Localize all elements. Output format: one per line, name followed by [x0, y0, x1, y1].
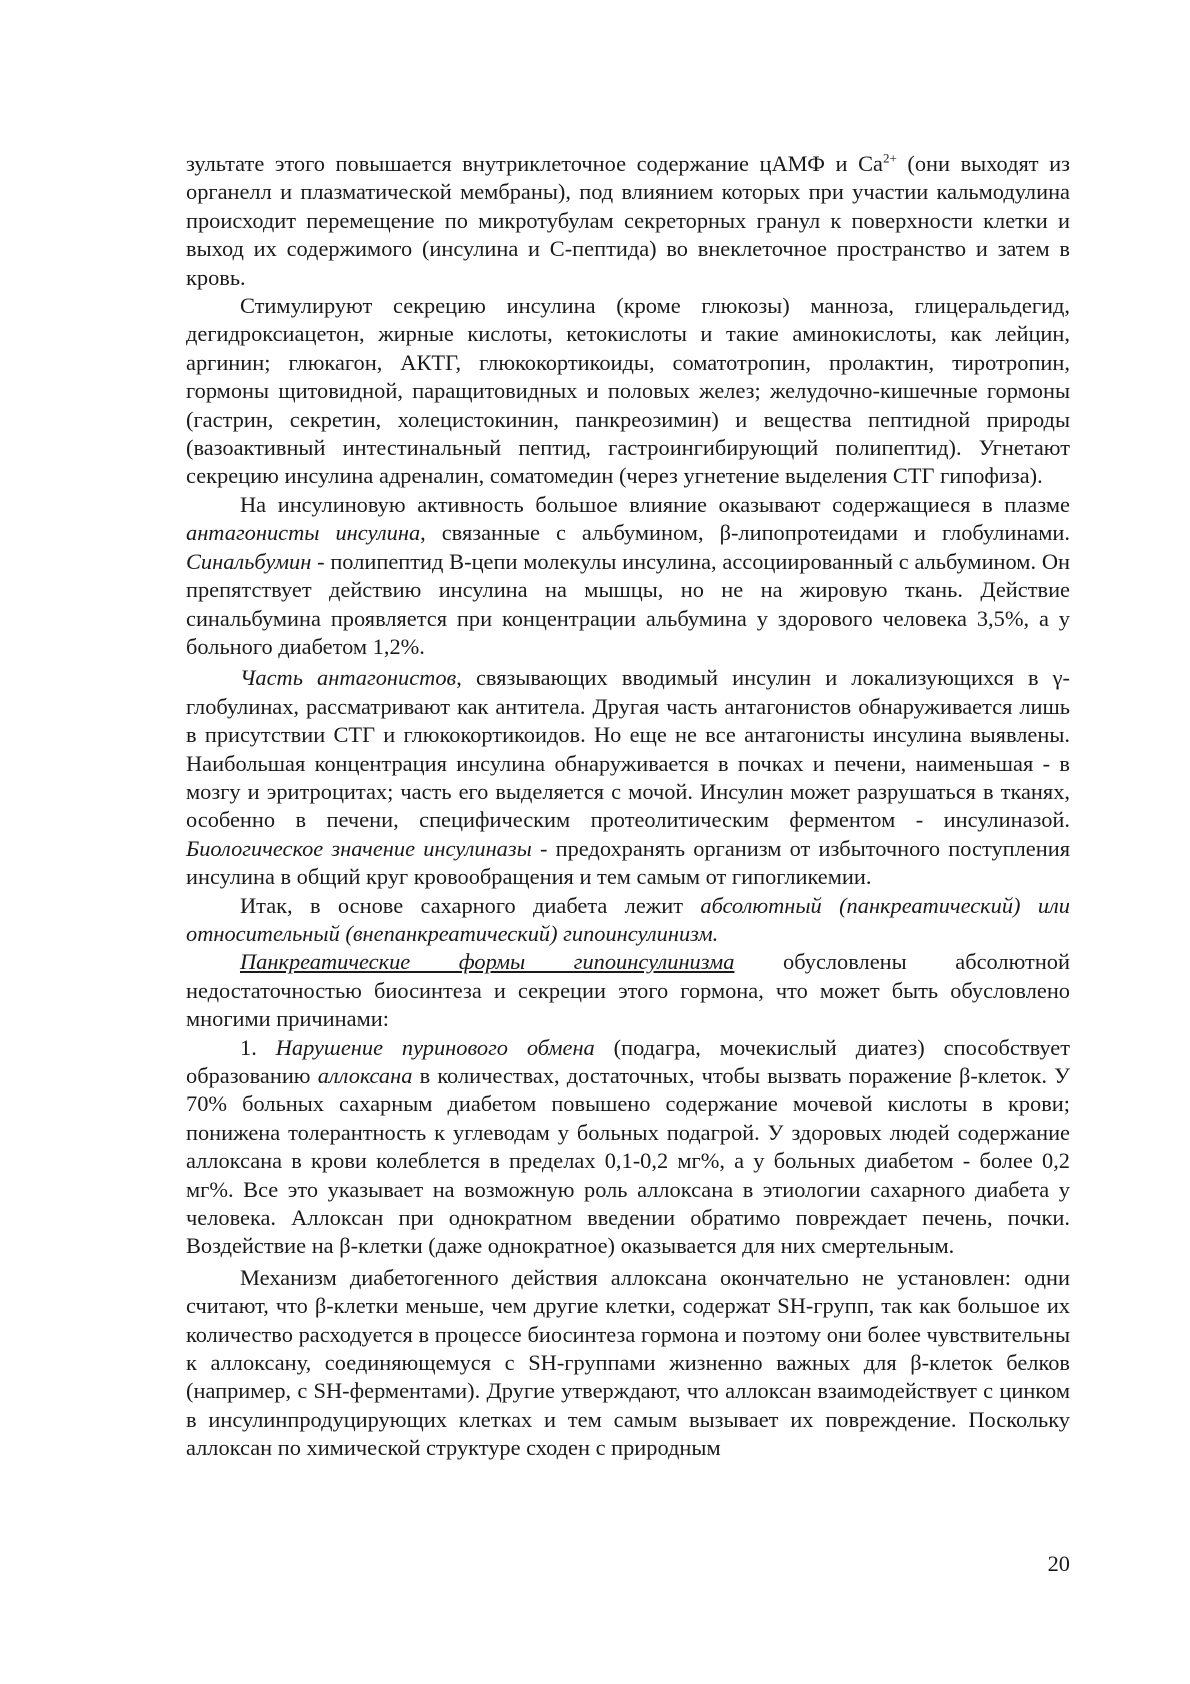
- paragraph-2: Стимулируют секрецию инсулина (кроме глюкозы) манноза, глицеральдегид, дегидроксиацетон, жирные кислоты, кетокислоты и такие аминокислоты, как лейцин, аргинин; глюкагон, АКТГ, глюкокортикоиды, соматотропин, пролактин, тиротропин, гормоны щитовидной, паращитовидных и половых желез; желудочно-кишечные гормоны (гастрин, секретин, холецистокинин, панкреозимин) и вещества пептидной природы (вазоактивный интестинальный пептид, гастроингибирующий полипептид). Угнетают секрецию инсулина адреналин, соматомедин (через угнетение выделения СТГ гипофиза).: [186, 293, 1070, 489]
- paragraph-3-text-b: , связанные с альбумином, β-липопротеидами и глобулинами.: [420, 520, 1070, 546]
- term-alloxan: аллоксана: [317, 1063, 413, 1088]
- paragraph-6-text-a: обусловлены абсолютной недостаточностью биосинтеза и секреции этого гормона, что может быть обусловлено многими причинами:: [186, 949, 1070, 1032]
- page-number: 20: [1047, 1551, 1070, 1576]
- calcium-charge-superscript: 2+: [882, 150, 897, 166]
- term-pancreatic-forms: Панкреатические формы гипоинсулинизма: [240, 949, 735, 975]
- paragraph-3-text-c: - полипептид В-цепи молекулы инсулина, ассоциированный с альбумином. Он препятствует действию инсулина на мышцы, но не на жировую ткань. Действие синальбумина проявляется при концентрации альбумина у здорового человека 3,5%, а у больного диабетом 1,2%.: [186, 548, 1070, 659]
- paragraph-4: [186, 664, 1070, 891]
- paragraph-1-text-a: зультате этого повышается внутриклеточное содержание цАМФ и Ca: [186, 151, 883, 176]
- paragraph-6: [186, 948, 1070, 1033]
- paragraph-7-text-b: (подагра, мочекислый диатез) способствует образованию: [186, 1034, 1070, 1088]
- term-insulin-antagonists: антагонисты инсулина: [186, 520, 421, 546]
- term-part-of-antagonists: Часть антагонистов: [240, 665, 457, 691]
- list-number-1: 1.: [240, 1034, 276, 1060]
- paragraph-7: [186, 1034, 1070, 1261]
- paragraph-5: [186, 892, 1070, 949]
- term-synalbumin: Синальбумин: [186, 548, 312, 574]
- paragraph-7-text-c: в количествах, достаточных, чтобы вызвать поражение β-клеток. У 70% больных сахарным диабетом повышено содержание мочевой кислоты в крови; понижена толерантность к углеводам у больных подагрой. У здоровых людей содержание аллоксана в крови колеблется в пределах 0,1-0,2 мг%, а у больных диабетом - более 0,2 мг%. Все это указывает на возможную роль аллоксана в этиологии сахарного диабета у человека. Аллоксан при однократном введении обратимо повреждает печень, почки. Воздействие на β-клетки (даже однократное) оказывается для них смертельным.: [186, 1063, 1070, 1259]
- paragraph-4-text-b: - предохранять организм от избыточного поступления инсулина в общий круг кровообращения и тем самым от гипогликемии.: [186, 835, 1070, 890]
- paragraph-3: [186, 491, 1070, 661]
- page-body: [186, 150, 1070, 1463]
- paragraph-4-text-a: , связывающих вводимый инсулин и локализующихся в γ-глобулинах, рассматривают как антитела. Другая часть антагонистов обнаруживается лишь в присутствии СТГ и глюкокортикоидов. Но еще не все антагонисты инсулина выявлены. Наибольшая концентрация инсулина обнаруживается в почках и печени, наименьшая - в мозгу и эритроцитах; часть его выделяется с мочой. Инсулин может разрушаться в тканях, особенно в печени, специфическим протеолитическим ферментом - инсулиназой.: [186, 665, 1070, 833]
- term-purine-metabolism: Нарушение пуринового обмена: [275, 1034, 595, 1060]
- paragraph-5-text-a: Итак, в основе сахарного диабета лежит: [240, 892, 701, 918]
- paragraph-8: Механизм диабетогенного действия аллоксана окончательно не установлен: одни считают, что β-клетки меньше, чем другие клетки, содержат SH-групп, так как большое их количество расходуется в процессе биосинтеза гормона и поэтому они более чувствительны к аллоксану, соединяющемуся с SH-группами жизненно важных для β-клеток белков (например, с SH-ферментами). Другие утверждают, что аллоксан взаимодействует с цинком в инсулинпродуцирующих клетках и тем самым вызывает их повреждение. Поскольку аллоксан по химической структуре сходен с природным: [186, 1264, 1070, 1461]
- term-hypoinsulinism: абсолютный (панкреатический) или относительный (внепанкреатический) гипоинсулинизм.: [186, 892, 1070, 946]
- paragraph-1-text-b: (они выходят из органелл и плазматической мембраны), под влиянием которых при участии кальмодулина происходит перемещение по микротубулам секреторных гранул к поверхности клетки и выход их содержимого (инсулина и С-пептида) во внеклеточное пространство и затем в кровь.: [186, 151, 1070, 290]
- term-insulinase-significance: Биологическое значение инсулиназы: [186, 835, 532, 861]
- paragraph-1: [186, 150, 1070, 292]
- paragraph-3-text-a: На инсулиновую активность большое влияние оказывают содержащиеся в плазме: [240, 491, 1070, 517]
